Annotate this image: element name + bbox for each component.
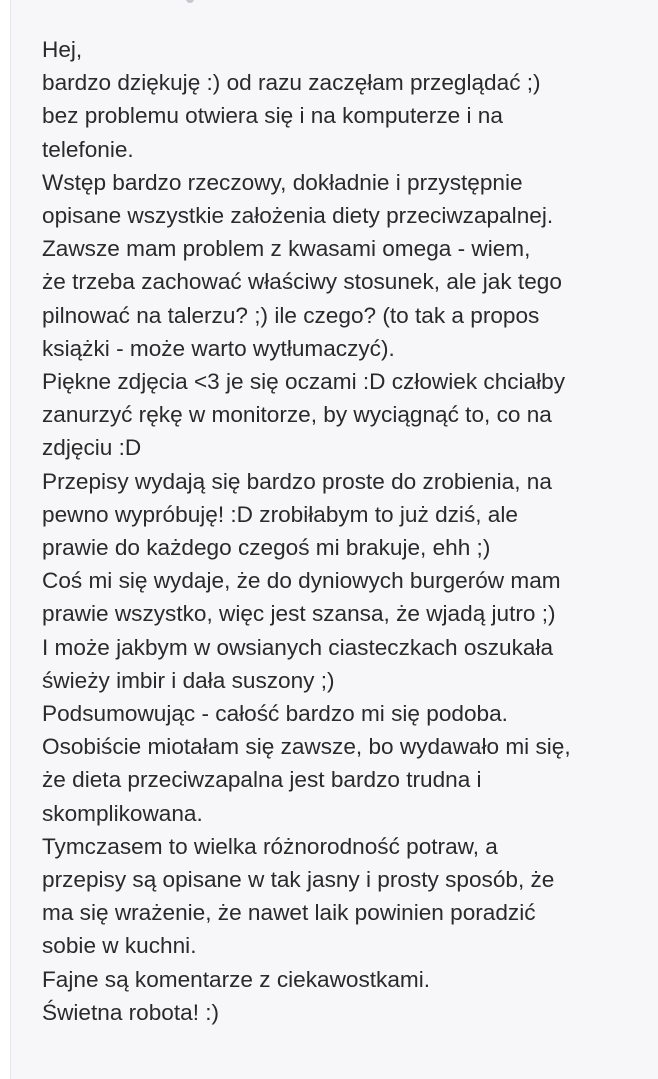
message-line: bez problemu otwiera się i na komputerze i na xyxy=(42,103,503,129)
message-line: Świetna robota! :) xyxy=(42,999,220,1025)
message-line: prawie wszystko, więc jest szansa, że wjadą jutro ;) xyxy=(42,601,556,627)
message-line: świeży imbir i dała suszony ;) xyxy=(42,667,335,693)
message-line: Tymczasem to wielka różnorodność potraw, a xyxy=(42,833,498,859)
message-line: książki - może warto wytłumaczyć). xyxy=(42,335,395,361)
message-line: pilnować na talerzu? ;) ile czego? (to tak a propos xyxy=(42,302,540,328)
message-line: I może jakbym w owsianych ciasteczkach oszukała xyxy=(42,634,554,660)
message-line: Hej, xyxy=(42,37,83,62)
top-cutoff-fragment xyxy=(186,0,194,3)
message-line: bardzo dziękuję :) od razu zaczęłam przeglądać ;) xyxy=(42,70,541,96)
message-line: sobie w kuchni. xyxy=(42,933,197,959)
message-line: Podsumowując - całość bardzo mi się podoba. xyxy=(42,701,508,727)
message-line: Fajne są komentarze z ciekawostkami. xyxy=(42,966,431,992)
message-line: Coś mi się wydaje, że do dyniowych burgerów mam xyxy=(42,568,561,594)
message-line: opisane wszystkie założenia diety przeciwzapalnej. xyxy=(42,203,554,229)
message-text xyxy=(42,33,649,1029)
message-panel xyxy=(10,0,658,1079)
message-line: zdjęciu :D xyxy=(42,435,142,461)
message-line: że trzeba zachować właściwy stosunek, ale jak tego xyxy=(42,269,562,295)
message-line: Przepisy wydają się bardzo proste do zrobienia, na xyxy=(42,468,552,494)
message-line: skomplikowana. xyxy=(42,800,203,826)
message-line: prawie do każdego czegoś mi brakuje, ehh ;) xyxy=(42,535,491,561)
message-line: Zawsze mam problem z kwasami omega - wiem, xyxy=(42,236,531,262)
message-line: Piękne zdjęcia <3 je się oczami :D człowiek chciałby xyxy=(42,369,566,395)
message-line: Osobiście miotałam się zawsze, bo wydawało mi się, xyxy=(42,734,571,760)
message-line: zanurzyć rękę w monitorze, by wyciągnąć to, co na xyxy=(42,402,552,428)
message-line: telefonie. xyxy=(42,136,134,162)
message-line: pewno wypróbuję! :D zrobiłabym to już dziś, ale xyxy=(42,501,518,527)
message-line: przepisy są opisane w tak jasny i prosty sposób, że xyxy=(42,867,555,893)
message-line: ma się wrażenie, że nawet laik powinien poradzić xyxy=(42,900,536,926)
message-line: Wstęp bardzo rzeczowy, dokładnie i przystępnie xyxy=(42,169,523,195)
message-line: że dieta przeciwzapalna jest bardzo trudna i xyxy=(42,767,482,793)
